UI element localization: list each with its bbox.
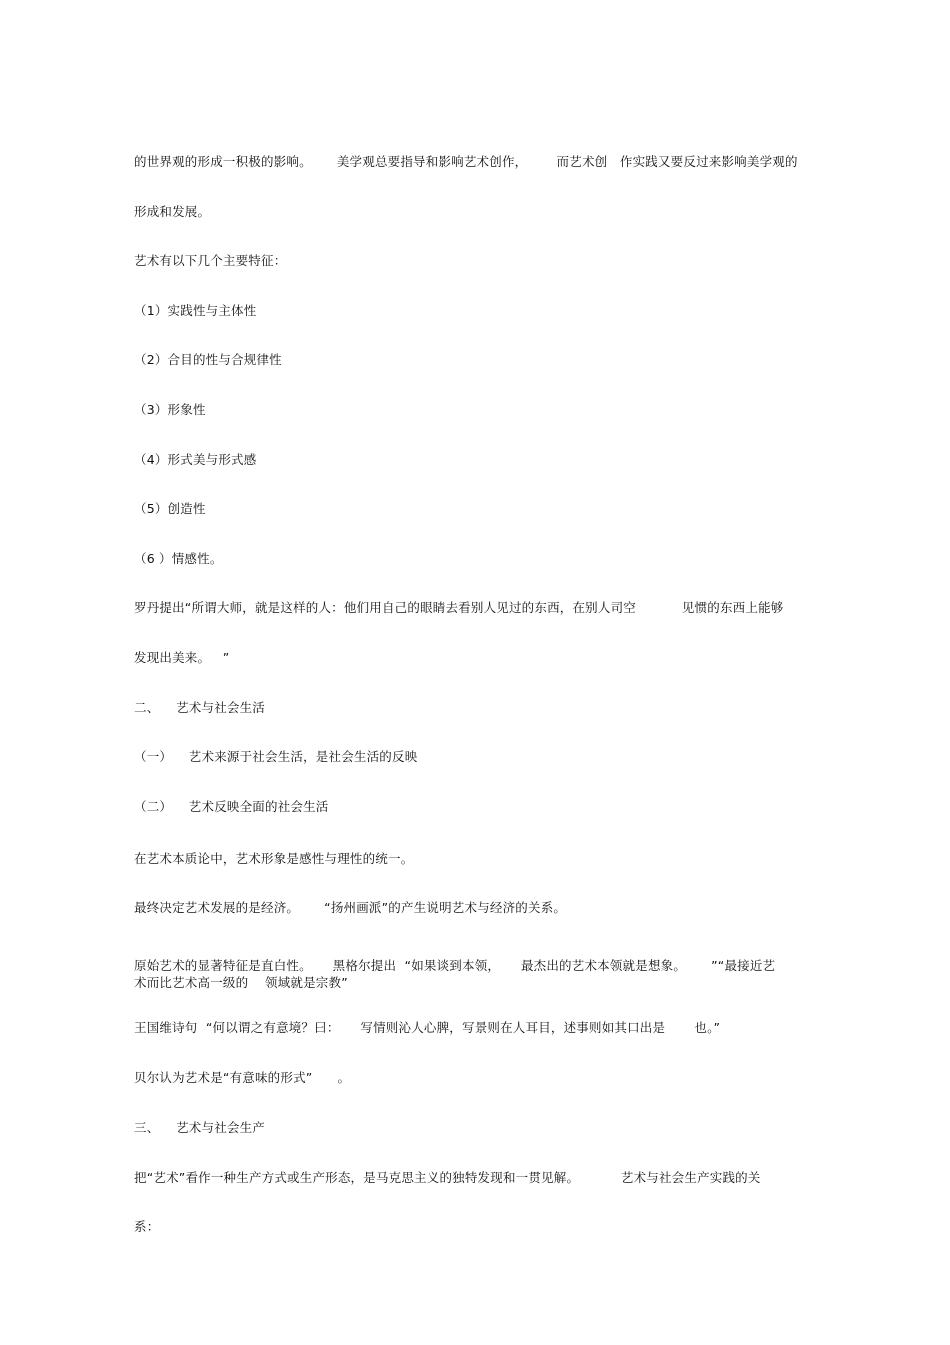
list-item: （6 ）情感性。 — [134, 551, 223, 566]
subsection-heading: （一） 艺术来源于社会生活，是社会生活的反映 — [134, 749, 418, 764]
text-line: 发现出美来。 ” — [134, 650, 230, 665]
text-line: 在艺术本质论中，艺术形象是感性与理性的统一。 — [134, 851, 414, 866]
text-line: 艺术有以下几个主要特征： — [134, 253, 287, 268]
list-item: （3）形象性 — [134, 402, 206, 417]
section-heading: 二、 艺术与社会生活 — [134, 700, 265, 715]
text-line: 王国维诗句 “何以谓之有意境？曰： 写情则沁人心脾，写景则在人耳目，述事则如其口出是 也。” — [134, 1020, 721, 1035]
text-line: 形成和发展。 — [134, 204, 211, 219]
text-line: 原始艺术的显著特征是直白性。 黑格尔提出 “如果谈到本领， 最杰出的艺术本领就是想象。 ”“最接近艺 — [134, 958, 776, 973]
text-line: 的世界观的形成一积极的影响。 美学观总要指导和影响艺术创作， 而艺术创 作实践又要反过来影响美学观的 — [134, 154, 798, 169]
text-line: 最终决定艺术发展的是经济。 “扬州画派”的产生说明艺术与经济的关系。 — [134, 900, 567, 915]
text-line: 系： — [134, 1219, 160, 1234]
list-item: （1）实践性与主体性 — [134, 303, 257, 318]
text-line: 罗丹提出“所谓大师，就是这样的人：他们用自己的眼睛去看别人见过的东西，在别人司空 见惯的东西上能够 — [134, 600, 784, 615]
text-line: 贝尔认为艺术是“有意味的形式” 。 — [134, 1070, 351, 1085]
text-line: 术而比艺术高一级的 领域就是宗教” — [134, 975, 348, 990]
subsection-heading: （二） 艺术反映全面的社会生活 — [134, 799, 329, 814]
section-heading: 三、 艺术与社会生产 — [134, 1120, 265, 1135]
list-item: （2）合目的性与合规律性 — [134, 352, 282, 367]
list-item: （5）创造性 — [134, 501, 206, 516]
text-line: 把“艺术”看作一种生产方式或生产形态，是马克思主义的独特发现和一贯见解。 艺术与社会生产实践的关 — [134, 1170, 761, 1185]
list-item: （4）形式美与形式感 — [134, 452, 257, 467]
